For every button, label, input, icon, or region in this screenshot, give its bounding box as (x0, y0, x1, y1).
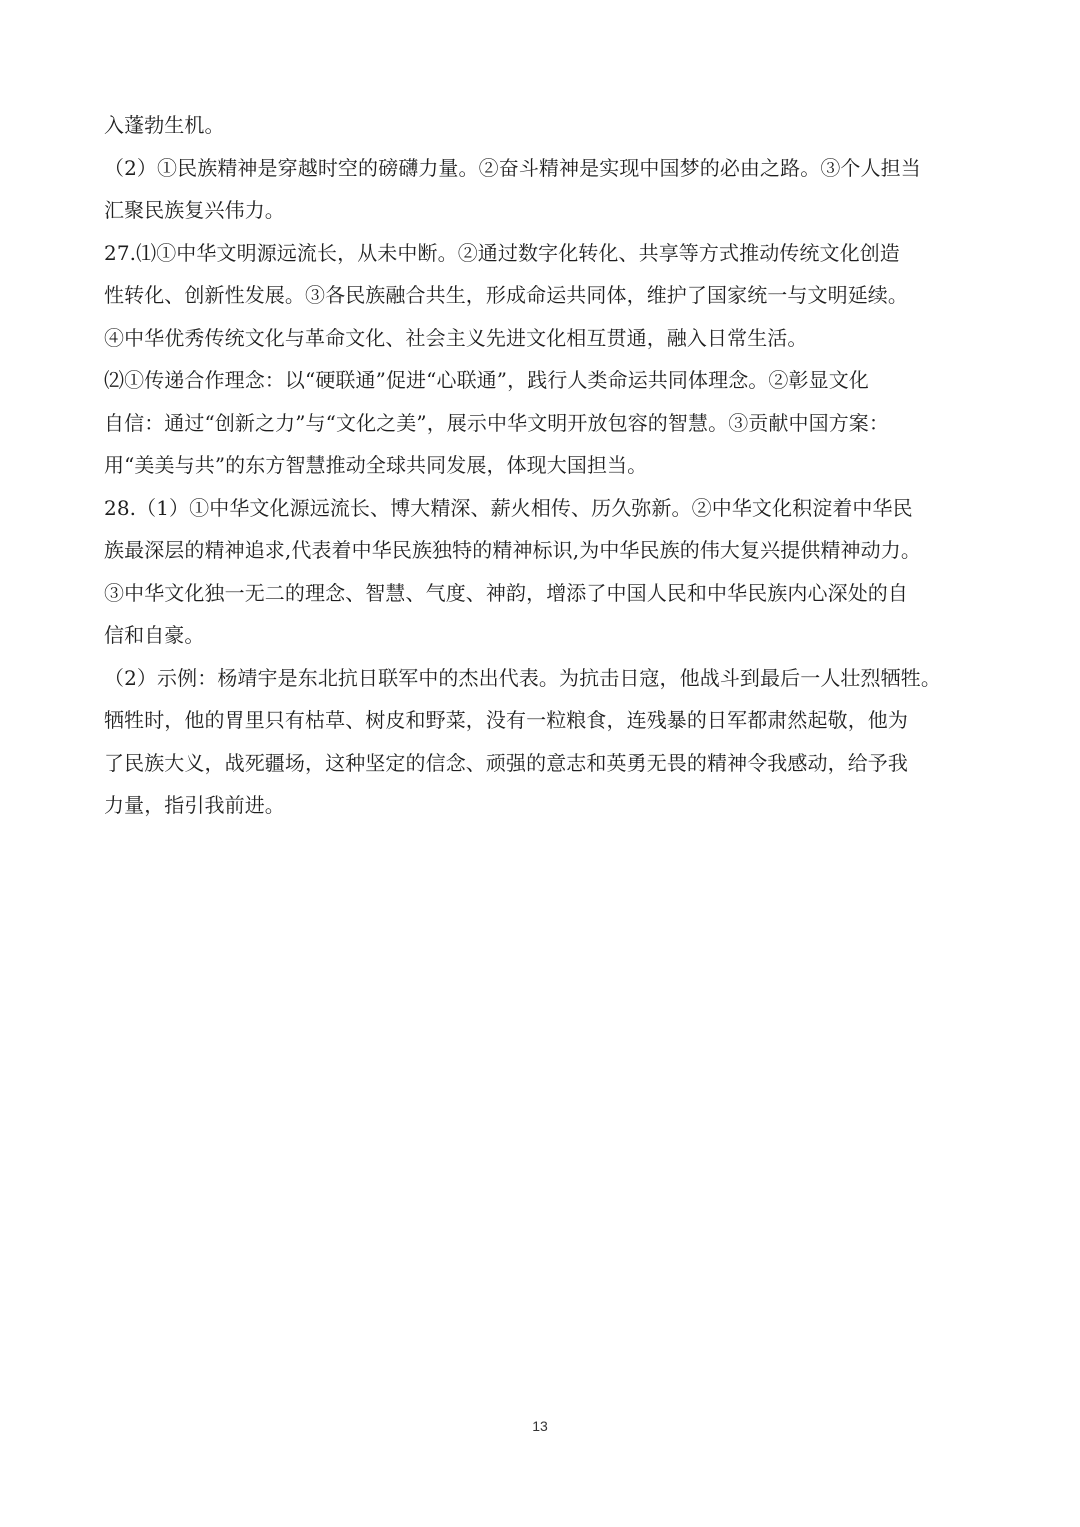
text-line: 信和自豪。 (104, 623, 205, 647)
text-line: （2）①民族精神是穿越时空的磅礴力量。②奋斗精神是实现中国梦的必由之路。③个人担当 (104, 155, 921, 180)
text-line: 汇聚民族复兴伟力。 (104, 198, 285, 222)
text-line: ④中华优秀传统文化与革命文化、社会主义先进文化相互贯通，融入日常生活。 (104, 325, 808, 350)
text-line: 了民族大义，战死疆场，这种坚定的信念、顽强的意志和英勇无畏的精神令我感动，给予我 (104, 750, 908, 775)
text-line: ③中华文化独一无二的理念、智慧、气度、神韵，增添了中国人民和中华民族内心深处的自 (104, 580, 908, 605)
text-line: （2）示例：杨靖宇是东北抗日联军中的杰出代表。为抗击日寇，他战斗到最后一人壮烈牺牲。 (104, 665, 941, 690)
text-line: 入蓬勃生机。 (104, 113, 225, 137)
text-line: ⑵①传递合作理念：以“硬联通”促进“心联通”，践行人类命运共同体理念。②彰显文化 (104, 368, 869, 392)
text-line: 族最深层的精神追求,代表着中华民族独特的精神标识,为中华民族的伟大复兴提供精神动力。 (104, 538, 921, 562)
text-line: 27.⑴①中华文明源远流长，从未中断。②通过数字化转化、共享等方式推动传统文化创造 (104, 240, 900, 265)
text-line: 力量，指引我前进。 (104, 793, 285, 817)
text-line: 牺牲时，他的胃里只有枯草、树皮和野菜，没有一粒粮食，连残暴的日军都肃然起敬，他为 (104, 708, 908, 732)
answer-text-block (104, 104, 982, 827)
text-line: 28.（1）①中华文化源远流长、博大精深、薪火相传、历久弥新。②中华文化积淀着中华民 (104, 495, 913, 520)
text-line: 自信：通过“创新之力”与“文化之美”，展示中华文明开放包容的智慧。③贡献中国方案： (104, 410, 889, 435)
text-line: 用“美美与共”的东方智慧推动全球共同发展，体现大国担当。 (104, 453, 648, 477)
text-line: 性转化、创新性发展。③各民族融合共生，形成命运共同体，维护了国家统一与文明延续。 (104, 283, 908, 307)
page-number: 13 (532, 1418, 548, 1434)
